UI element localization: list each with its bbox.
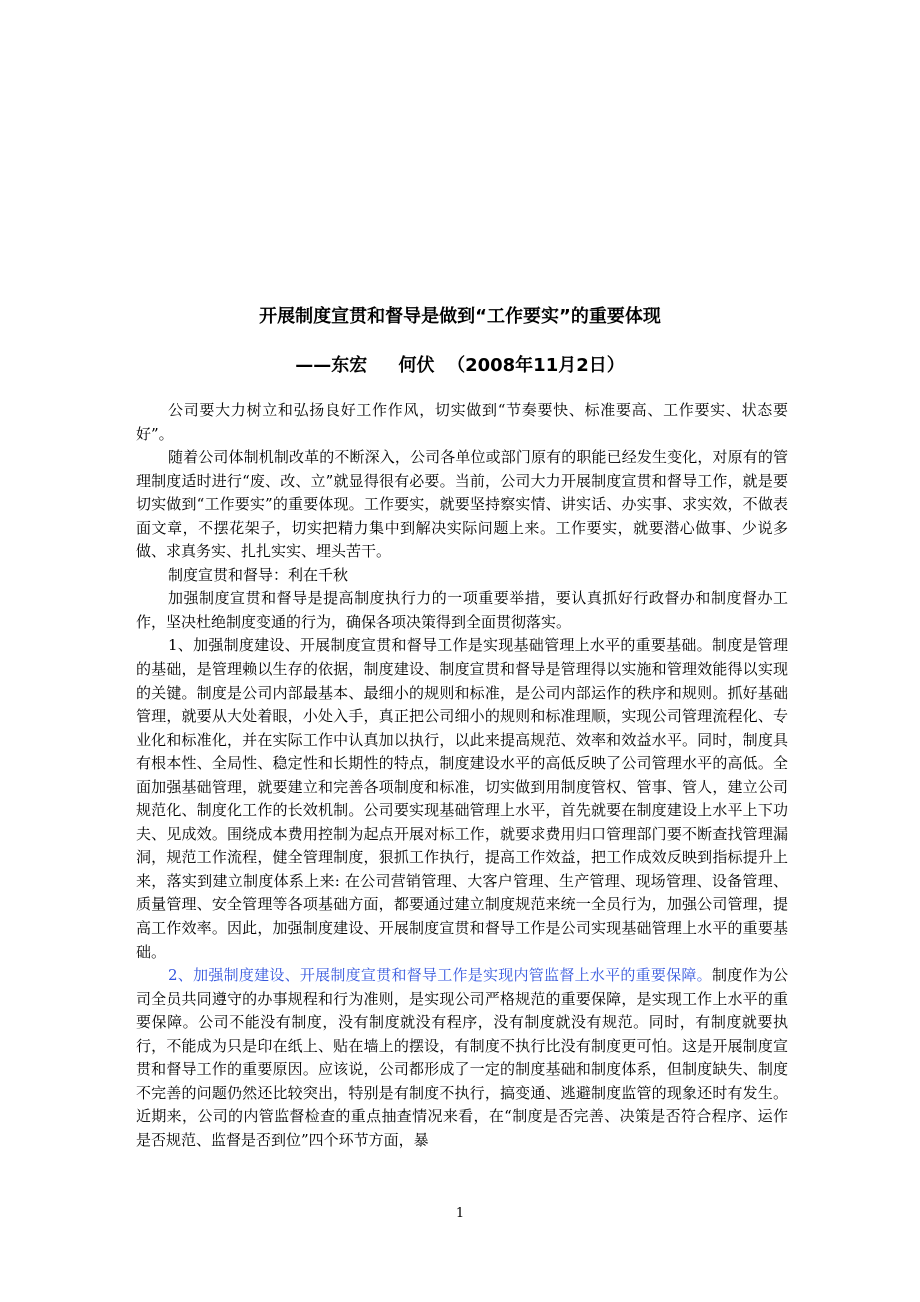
paragraph-1: 公司要大力树立和弘扬良好工作作风，切实做到“节奏要快、标准要高、工作要实、状态要好”。 xyxy=(136,401,788,443)
document-title: 开展制度宣贯和督导是做到“工作要实”的重要体现 xyxy=(259,306,661,327)
paragraph-2: 随着公司体制机制改革的不断深入，公司各单位或部门原有的职能已经发生变化，对原有的管理制度适时进行“废、改、立”就显得很有必要。当前，公司大力开展制度宣贯和督导工作，就是要切实做到“工作要实”的重要体现。工作要实，就要坚持察实情、讲实话、办实事、求实效，不做表面文章，不摆花架子，切实把精力集中到解决实际问题上来。工作要实，就要潜心做事、少说多做、求真务实、扎扎实实、埋头苦干。 xyxy=(136,448,788,561)
paragraph-3: 加强制度宣贯和督导是提高制度执行力的一项重要举措，要认真抓好行政督办和制度督办工作，坚决杜绝制度变通的行为，确保各项决策得到全面贯彻落实。 xyxy=(136,589,788,631)
section-heading: 制度宣贯和督导：利在千秋 xyxy=(168,565,349,584)
paragraph-4: 1、加强制度建设、开展制度宣贯和督导工作是实现基础管理上水平的重要基础。制度是管理的基础，是管理赖以生存的依据，制度建设、制度宣贯和督导是管理得以实施和管理效能得以实现的关键。制度是公司内部最基本、最细小的规则和标准，是公司内部运作的秩序和规则。抓好基础管理，就要从大处着眼，小处入手，真正把公司细小的规则和标准理顺，实现公司管理流程化、专业化和标准化，并在实际工作中认真加以执行，以此来提高规范、效率和效益水平。同时，制度具有根本性、全局性、稳定性和长期性的特点，制度建设水平的高低反映了公司管理水平的高低。全面加强基础管理，就要建立和完善各项制度和标准，切实做到用制度管权、管事、管人，建立公司规范化、制度化工作的长效机制。公司要实现基础管理上水平，首先就要在制度建设上水平上下功夫、见成效。围绕成本费用控制为起点开展对标工作，就要求费用归口管理部门要不断查找管理漏洞，规范工作流程，健全管理制度，狠抓工作执行，提高工作效益，把工作成效反映到指标提升上来，落实到建立制度体系上来: 在公司营销管理、大客户管理、生产管理、现场管理、设备管理、质量管理、安全管理等各项基础方面，都要通过建立制度规范来统一全员行为，加强公司管理，提高工作效率。因此，加强制度建设、开展制度宣贯和督导工作是公司实现基础管理上水平的重要基础。 xyxy=(136,636,788,961)
highlighted-sentence: 2、加强制度建设、开展制度宣贯和督导工作是实现内管监督上水平的重要保障。 xyxy=(168,966,712,985)
paragraph-5-text: 制度作为公司全员共同遵守的办事规程和行为准则，是实现公司严格规范的重要保障，是实现工作上水平的重要保障。公司不能没有制度，没有制度就没有程序，没有制度就没有规范。同时，有制度就要执行，不能成为只是印在纸上、贴在墙上的摆设，有制度不执行比没有制度更可怕。这是开展制度宣贯和督导工作的重要原因。应该说，公司都形成了一定的制度基础和制度体系，但制度缺失、制度不完善的问题仍然还比较突出，特别是有制度不执行，搞变通、逃避制度监管的现象还时有发生。近期来，公司的内管监督检查的重点抽查情况来看，在“制度是否完善、决策是否符合程序、运作是否规范、监督是否到位”四个环节方面，暴 xyxy=(136,966,788,1149)
author-date-line: ——东宏 何伏 （2008年11月2日） xyxy=(295,355,625,376)
paragraph-5 xyxy=(136,964,788,1152)
document-body xyxy=(136,399,788,1153)
page-number: 1 xyxy=(455,1206,465,1221)
